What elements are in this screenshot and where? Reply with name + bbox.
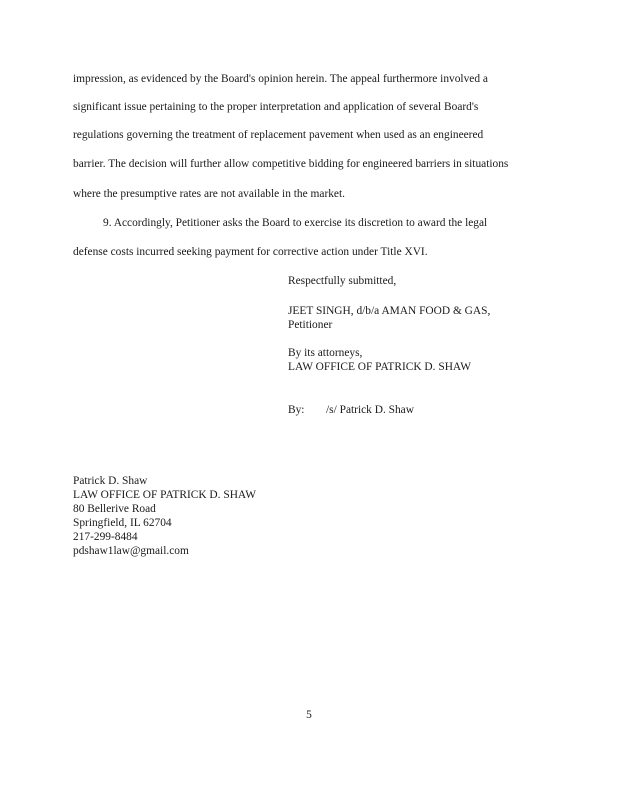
- closing-text: Respectfully submitted,: [288, 275, 397, 287]
- body-line: where the presumptive rates are not available in the market.: [73, 188, 345, 200]
- city-state-zip: Springfield, IL 62704: [73, 517, 172, 529]
- email-address: pdshaw1law@gmail.com: [73, 545, 189, 557]
- party-name: JEET SINGH, d/b/a AMAN FOOD & GAS,: [288, 305, 491, 317]
- body-line: regulations governing the treatment of replacement pavement when used as an engineered: [73, 129, 484, 141]
- signed-name: /s/ Patrick D. Shaw: [326, 404, 414, 416]
- by-attorneys: By its attorneys,: [288, 347, 363, 359]
- body-line: impression, as evidenced by the Board's opinion herein. The appeal furthermore involved a: [73, 73, 488, 85]
- attorney-name: Patrick D. Shaw: [73, 475, 148, 487]
- body-line: significant issue pertaining to the proper interpretation and application of several Board's: [73, 101, 479, 113]
- attorney-firm: LAW OFFICE OF PATRICK D. SHAW: [73, 489, 256, 501]
- body-line: 9. Accordingly, Petitioner asks the Board to exercise its discretion to award the legal: [103, 217, 488, 229]
- firm-name: LAW OFFICE OF PATRICK D. SHAW: [288, 361, 471, 373]
- party-role: Petitioner: [288, 319, 333, 331]
- body-line: barrier. The decision will further allow competitive bidding for engineered barriers in situations: [73, 158, 509, 170]
- body-line: defense costs incurred seeking payment for corrective action under Title XVI.: [73, 246, 428, 258]
- page-number: 5: [306, 709, 312, 721]
- by-label: By:: [288, 404, 305, 416]
- street-address: 80 Bellerive Road: [73, 503, 156, 515]
- phone-number: 217-299-8484: [73, 531, 138, 543]
